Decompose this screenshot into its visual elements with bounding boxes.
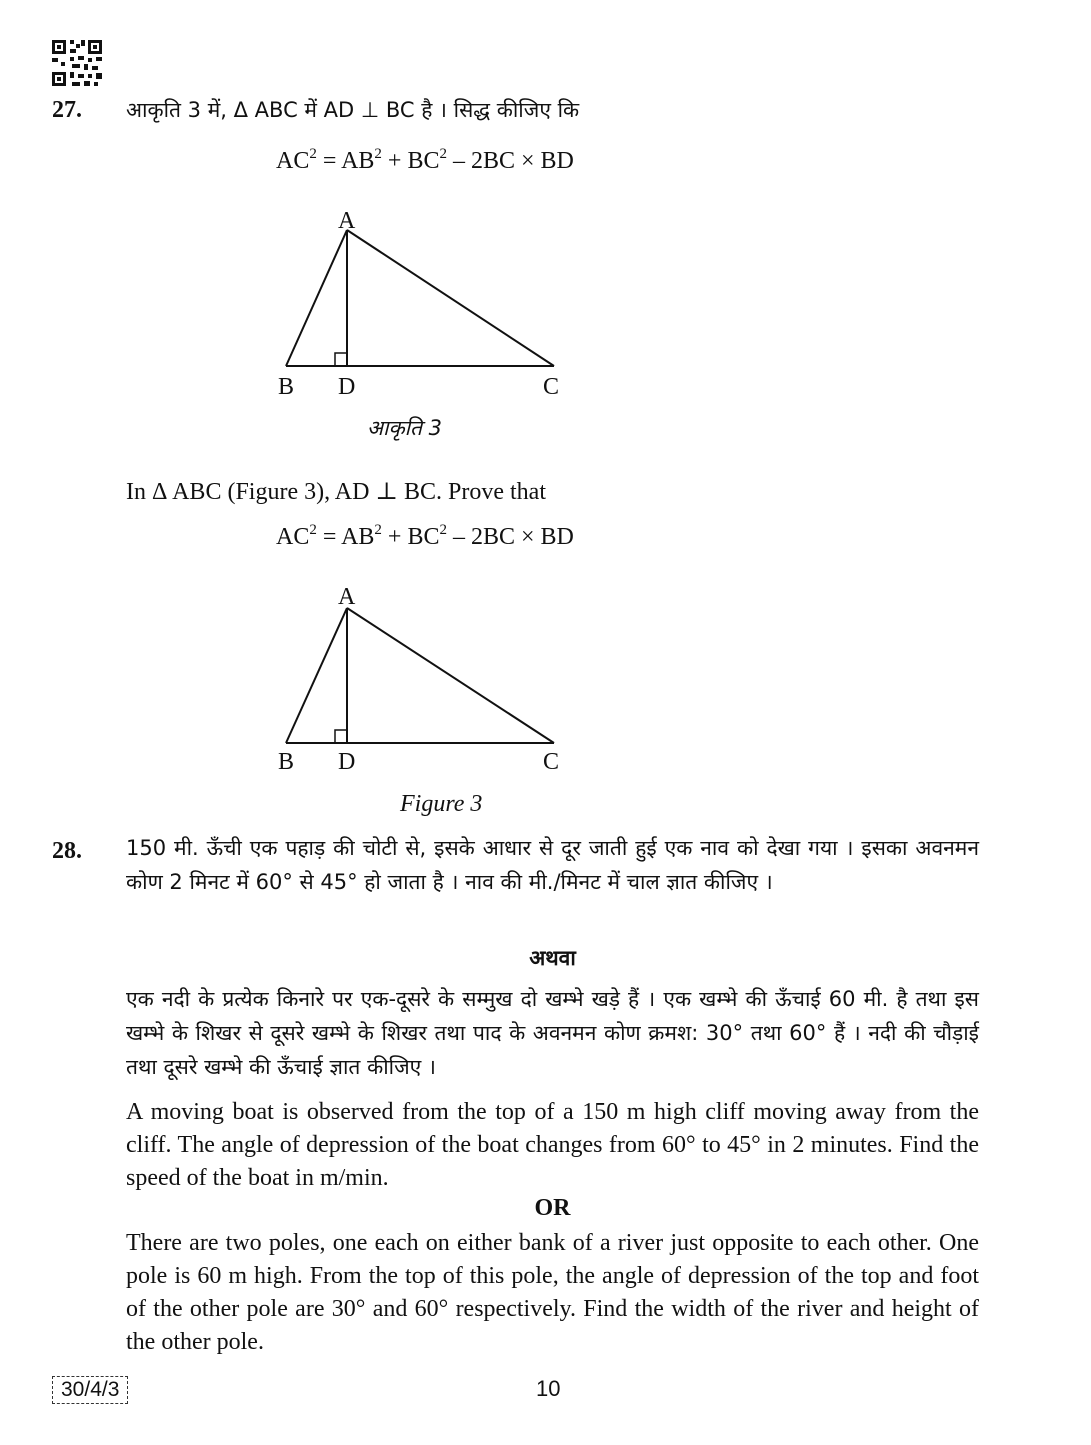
question-text-hindi: 150 मी. ऊँची एक पहाड़ की चोटी से, इसके आधार से दूर जाती हुई एक नाव को देखा गया । इसका अवनमन कोण 2 मिनट में 60° से 45° हो जाता है । नाव की मी./मिनट में चाल ज्ञात कीजिए । bbox=[126, 836, 979, 894]
question-number: 28. bbox=[52, 838, 82, 864]
vertex-label-c: C bbox=[543, 374, 560, 400]
vertex-label-d: D bbox=[338, 374, 356, 400]
question-text-english: A moving boat is observed from the top of a 150 m high cliff moving away from the cliff. The angle of depression of the boat changes from 60° to 45° in 2 minutes. Find the speed of the boat in m/min. bbox=[126, 1099, 979, 1191]
paper-code: 30/4/3 bbox=[52, 1376, 128, 1404]
vertex-label-c: C bbox=[543, 749, 560, 775]
vertex-label-b: B bbox=[278, 374, 295, 400]
question-text-english: In Δ ABC (Figure 3), AD ⊥ BC. Prove that bbox=[126, 479, 546, 505]
vertex-label-b: B bbox=[278, 749, 295, 775]
or-separator-english: OR bbox=[534, 1195, 571, 1221]
question-number: 27. bbox=[52, 97, 82, 123]
triangle-figure-hindi bbox=[270, 200, 580, 405]
vertex-label-d: D bbox=[338, 749, 356, 775]
question-text-hindi: आकृति 3 में, Δ ABC में AD ⊥ BC है । सिद्ध कीजिए कि bbox=[126, 98, 580, 122]
or-separator-hindi: अथवा bbox=[529, 946, 576, 970]
alternate-question-english: There are two poles, one each on either bank of a river just opposite to each other. One pole is 60 m high. From the top of this pole, the angle of depression of the top and foot of the other pole are 30° and 60° respectively. Find the width of the river and height of the other pole. bbox=[126, 1230, 979, 1355]
page-number: 10 bbox=[536, 1376, 561, 1401]
qr-code-icon bbox=[52, 40, 102, 86]
equation: $AC^2 = AB^2 + BC^2 - 2BC$ × BD bbox=[276, 522, 574, 550]
vertex-label-a: A bbox=[338, 208, 356, 234]
equation: $AC^2 = AB^2 + BC^2 - 2BC$ × BD bbox=[276, 146, 574, 174]
triangle-figure-english bbox=[270, 577, 580, 782]
figure-caption-english: Figure 3 bbox=[400, 791, 483, 817]
figure-caption-hindi: आकृति 3 bbox=[367, 416, 443, 440]
alternate-question-hindi: एक नदी के प्रत्येक किनारे पर एक-दूसरे के सम्मुख दो खम्भे खड़े हैं । एक खम्भे की ऊँचाई 60 मी. है तथा इस खम्भे के शिखर से दूसरे खम्भे के शिखर तथा पाद के अवनमन कोण क्रमश: 30° तथा 60° हैं । नदी की चौड़ाई तथा दूसरे खम्भे की ऊँचाई ज्ञात कीजिए । bbox=[126, 987, 979, 1079]
vertex-label-a: A bbox=[338, 584, 356, 610]
